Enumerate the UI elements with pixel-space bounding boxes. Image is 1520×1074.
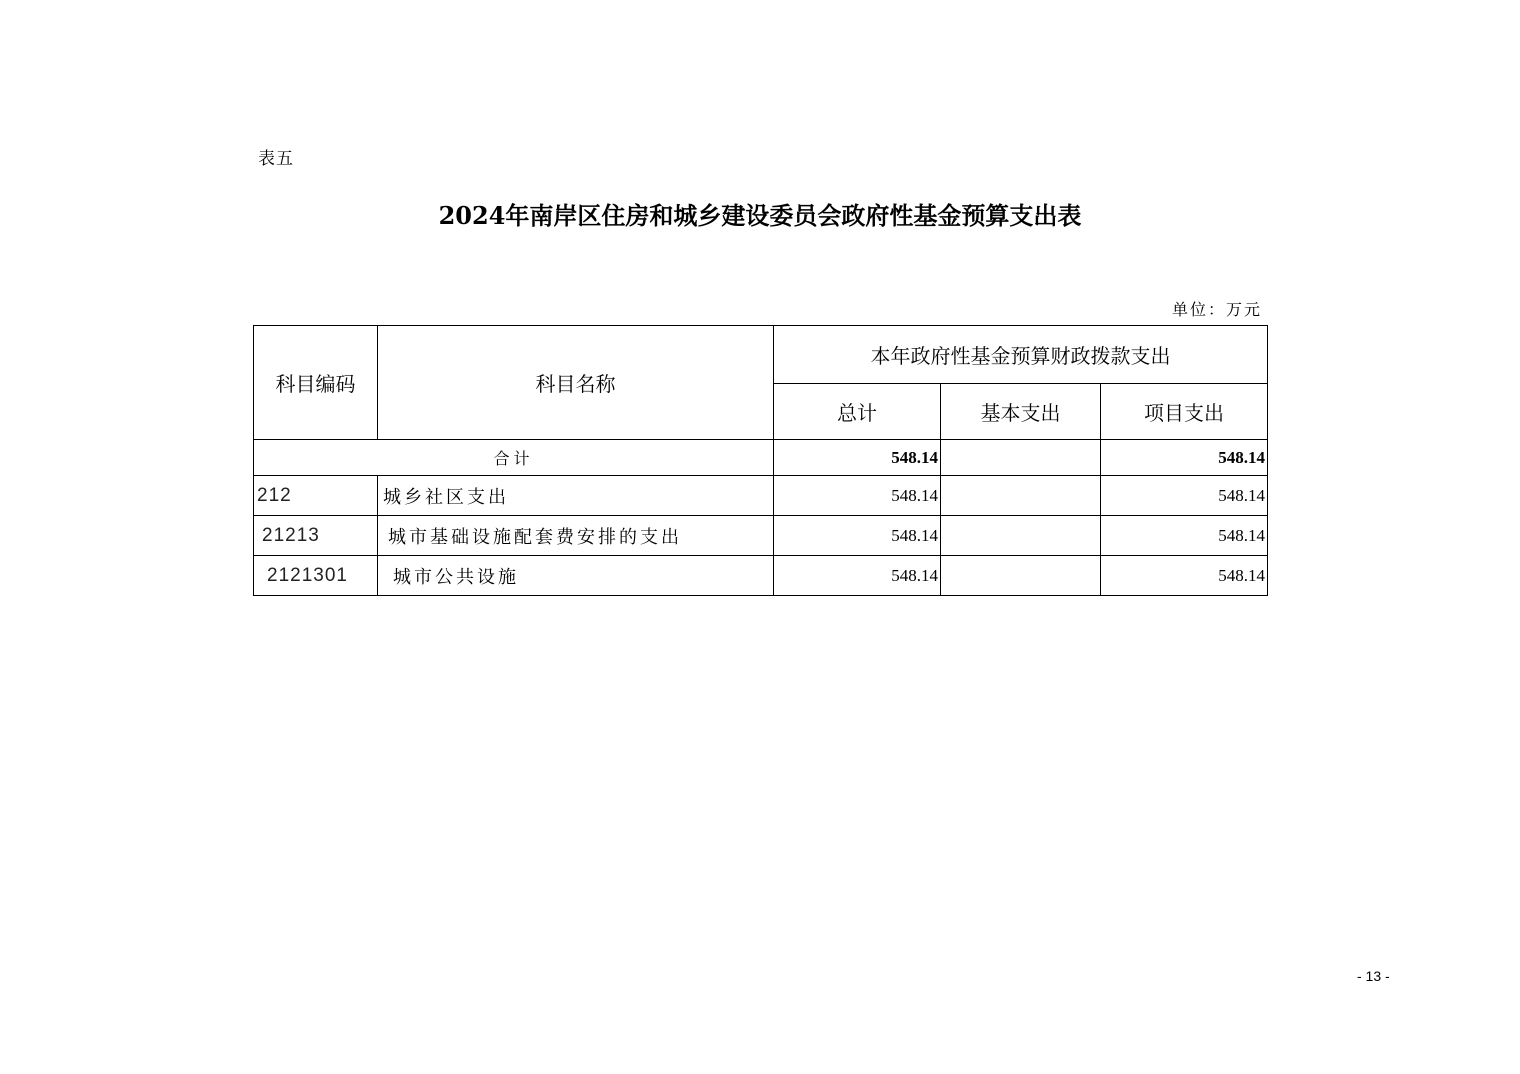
total-row-basic: [941, 440, 1101, 476]
header-row: [254, 326, 1268, 384]
row-basic: [941, 556, 1101, 596]
page-number: - 13 -: [1357, 968, 1390, 984]
row-name: 城乡社区支出: [378, 476, 774, 516]
row-name: 城市基础设施配套费安排的支出: [378, 516, 774, 556]
header-name: 科目名称: [378, 326, 774, 440]
row-code: 2121301: [254, 556, 378, 596]
total-row-total: 548.14: [774, 440, 941, 476]
budget-table: [253, 325, 1268, 596]
table-row: [254, 556, 1268, 596]
header-total: 总计: [774, 384, 941, 440]
total-row: [254, 440, 1268, 476]
header-project: 项目支出: [1101, 384, 1268, 440]
table-label: 表五: [258, 149, 294, 169]
header-basic: 基本支出: [941, 384, 1101, 440]
unit-label: 单位：万元: [1171, 300, 1262, 319]
row-basic: [941, 476, 1101, 516]
row-project: 548.14: [1101, 476, 1268, 516]
row-basic: [941, 516, 1101, 556]
row-total: 548.14: [774, 516, 941, 556]
table-row: [254, 516, 1268, 556]
total-label: 合计: [254, 440, 774, 476]
header-group: 本年政府性基金预算财政拨款支出: [774, 326, 1268, 384]
row-code: 212: [254, 476, 378, 516]
total-row-project: 548.14: [1101, 440, 1268, 476]
row-project: 548.14: [1101, 556, 1268, 596]
header-code: 科目编码: [254, 326, 378, 440]
document-title: 2024年南岸区住房和城乡建设委员会政府性基金预算支出表: [438, 201, 1082, 230]
row-code: 21213: [254, 516, 378, 556]
row-project: 548.14: [1101, 516, 1268, 556]
row-total: 548.14: [774, 476, 941, 516]
row-total: 548.14: [774, 556, 941, 596]
row-name: 城市公共设施: [378, 556, 774, 596]
table-row: [254, 476, 1268, 516]
